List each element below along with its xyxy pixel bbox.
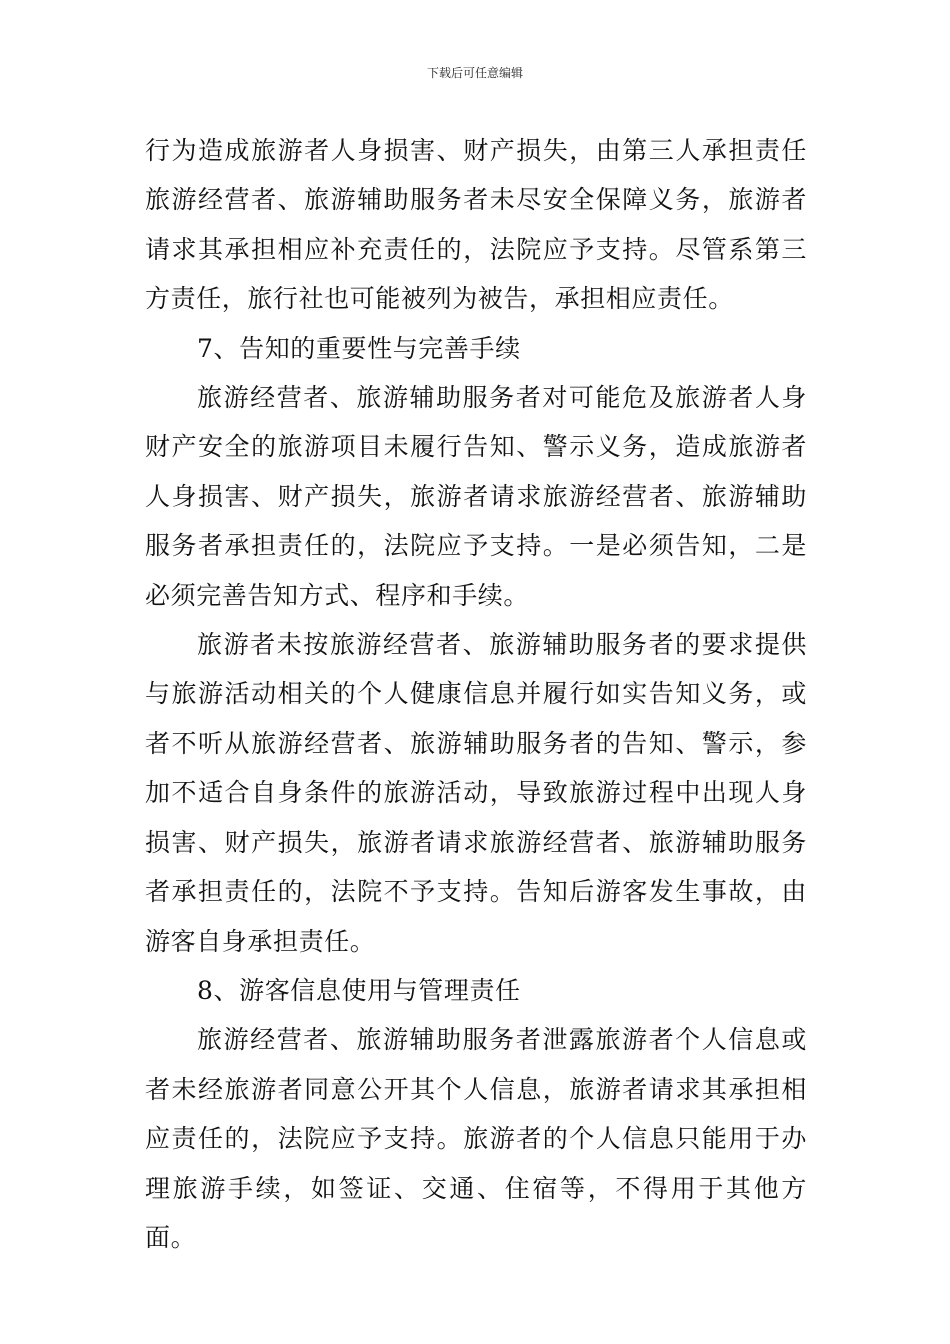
- paragraph-continuation: 行为造成旅游者人身损害、财产损失，由第三人承担责任旅游经营者、旅游辅助服务者未尽安全保障义务，旅游者请求其承担相应补充责任的，法院应予支持。尽管系第三方责任，旅行社也可能被列为被告，承担相应责任。: [145, 136, 807, 314]
- section-heading-8: 8、游客信息使用与管理责任: [197, 975, 521, 1005]
- paragraph-notification-duty: 旅游经营者、旅游辅助服务者对可能危及旅游者人身财产安全的旅游项目未履行告知、警示义务，造成旅游者人身损害、财产损失，旅游者请求旅游经营者、旅游辅助服务者承担责任的，法院应予支持。一是必须告知，二是必须完善告知方式、程序和手续。: [145, 383, 807, 610]
- page-header: 下载后可任意编辑: [426, 66, 523, 80]
- paragraph-personal-information: 旅游经营者、旅游辅助服务者泄露旅游者个人信息或者未经旅游者同意公开其个人信息，旅游者请求其承担相应责任的，法院应予支持。旅游者的个人信息只能用于办理旅游手续，如签证、交通、住宿等，不得用于其他方面。: [145, 1025, 807, 1252]
- document-body: [145, 126, 807, 1262]
- section-heading-7: 7、告知的重要性与完善手续: [197, 333, 521, 363]
- paragraph-tourist-obligation: 旅游者未按旅游经营者、旅游辅助服务者的要求提供与旅游活动相关的个人健康信息并履行如实告知义务，或者不听从旅游经营者、旅游辅助服务者的告知、警示，参加不适合自身条件的旅游活动，导致旅游过程中出现人身损害、财产损失，旅游者请求旅游经营者、旅游辅助服务者承担责任的，法院不予支持。告知后游客发生事故，由游客自身承担责任。: [145, 630, 807, 956]
